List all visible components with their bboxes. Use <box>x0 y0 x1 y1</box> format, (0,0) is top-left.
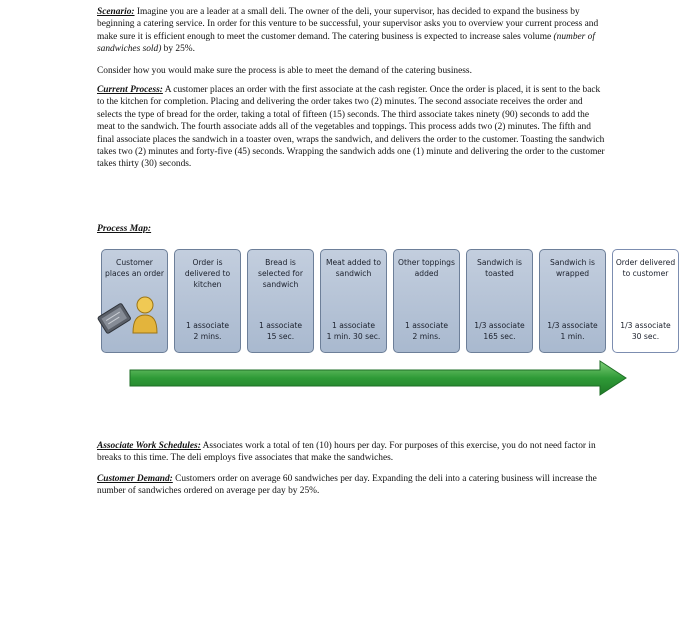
step-time: 165 sec. <box>483 332 516 341</box>
step-title: Meat added to sandwich <box>325 258 382 278</box>
step-title: Bread is selected for sandwich <box>258 258 303 289</box>
demand-text: Customers order on average 60 sandwiches per day. Expanding the deli into a catering business will increase the number of sandwiches ordered on average per day by 25%. <box>97 474 597 497</box>
demand-label: Customer Demand: <box>97 474 173 484</box>
scenario-text: Imagine you are a leader at a small deli. The owner of the deli, your supervisor, has decided to expand the business by beginning a catering service. In order for this venture to be successful, your supervisor asks you to overview your current process and make sure it is efficient enough to meet the customer demand. The catering business is expected to increase sales volume <box>97 7 599 42</box>
process-step <box>539 249 606 353</box>
process-step <box>247 249 314 353</box>
current-process-label: Current Process: <box>97 85 163 95</box>
process-step <box>466 249 533 353</box>
process-step <box>174 249 241 353</box>
step-time: 1 min. 30 sec. <box>326 332 381 341</box>
step-time: 2 mins. <box>193 332 222 341</box>
step-time: 30 sec. <box>631 332 660 341</box>
scenario-emphasis: (number of sandwiches sold) <box>97 31 595 55</box>
step-associates: 1/3 associate <box>547 321 598 330</box>
step-associates: 1 associate <box>185 321 230 330</box>
scenario-label: Scenario: <box>97 7 135 17</box>
step-associates: 1 associate <box>331 321 376 330</box>
process-flow-arrow <box>128 360 628 396</box>
schedules-label: Associate Work Schedules: <box>97 441 201 451</box>
step-time: 1 min. <box>560 332 585 341</box>
step-title: Other toppings added <box>398 258 455 278</box>
step-time: 15 sec. <box>266 332 295 341</box>
demand-paragraph <box>97 473 605 498</box>
consider-paragraph: Consider how you would make sure the process is able to meet the demand of the catering business. <box>97 66 472 76</box>
current-process-paragraph <box>97 84 605 171</box>
customer-with-menu-icon <box>97 292 163 336</box>
step-title: Order delivered to customer <box>615 258 676 278</box>
scenario-text-end: by 25%. <box>161 44 195 55</box>
schedules-paragraph <box>97 440 605 465</box>
schedules-text: Associates work a total of ten (10) hours per day. For purposes of this exercise, you do not need factor in breaks to this time. The deli employs five associates that make the sandwiches. <box>97 441 596 464</box>
scenario-paragraph <box>97 6 605 56</box>
step-title: Sandwich is wrapped <box>550 258 595 278</box>
step-associates: 1 associate <box>404 321 449 330</box>
process-map-heading: Process Map: <box>97 223 152 234</box>
process-step <box>612 249 679 353</box>
step-title: Customer places an order <box>105 258 164 278</box>
process-step <box>393 249 460 353</box>
step-associates: 1/3 associate <box>620 321 671 330</box>
process-step <box>320 249 387 353</box>
step-associates: 1 associate <box>258 321 303 330</box>
current-process-text: A customer places an order with the first associate at the cash register. Once the order is placed, it is sent to the back to the kitchen for completion. Placing and delivering the order takes two (2) minutes. The second associate receives the order and selects the type of bread for the order, taking a total of fifteen (15) seconds. The third associate takes ninety (90) seconds to add the meat to the sandwich. The fourth associate adds all of the vegetables and toppings. This process adds two (2) minutes. The fifth and final associate places the sandwich in a toaster oven, wraps the sandwich, and delivers the order to the customer. Toasting the sandwich takes two (2) minutes and forty-five (45) seconds. Wrapping the sandwich adds one (1) minute and delivering the order to the customer takes thirty (30) seconds. <box>97 85 605 170</box>
step-associates: 1/3 associate <box>474 321 525 330</box>
step-time: 2 mins. <box>412 332 441 341</box>
step-title: Order is delivered to kitchen <box>184 258 231 289</box>
step-title: Sandwich is toasted <box>477 258 522 278</box>
